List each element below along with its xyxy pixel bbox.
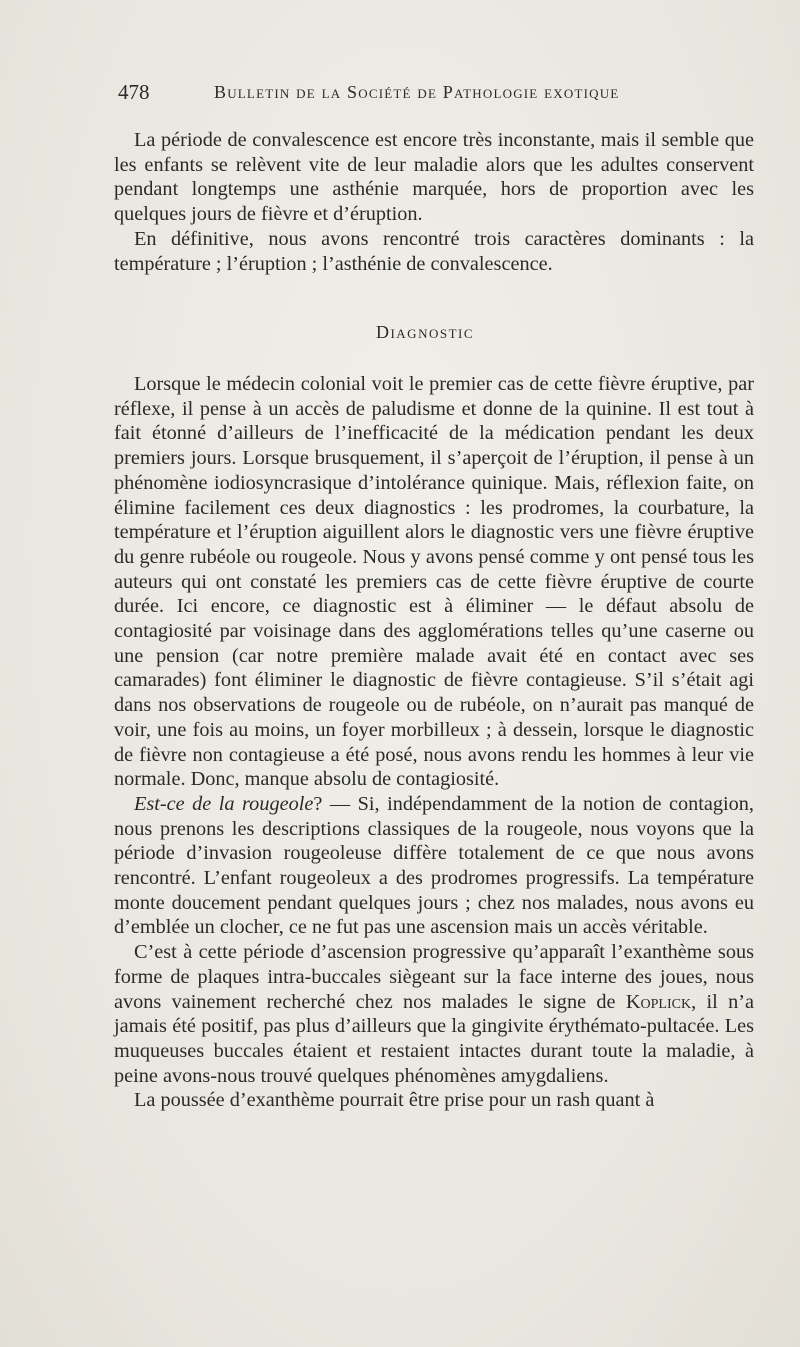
paragraph-text: ? — Si, indépendamment de la notion de contagion, nous prenons les descriptions classiques de la rougeole, nous voyons que la période d’invasion rougeoleuse diffère totalement de ce que nous avons rencontré. L’enfant rougeoleux a des prodromes progressifs. La température monte doucement pendant quelques jours ; chez nos malades, nous avons eu d’emblée un clocher, ce ne fut pas une ascension mais un accès véritable. [114, 792, 754, 939]
running-title: Bulletin de la Société de Pathologie exotique [214, 82, 620, 102]
paragraph: La poussée d’exanthème pourrait être prise pour un rash quant à [134, 1089, 655, 1112]
author-name: Koplick [625, 990, 692, 1013]
italic-question: Est-ce de la rougeole [134, 792, 314, 815]
paragraph-text: C’est à cette période d’ascension progressive qu’apparaît l’exanthème sous forme de plaques intra-buccales siègeant sur la face interne des joues, nous avons vainement recherché chez nos malades le signe de [114, 941, 754, 1013]
paragraph: La période de convalescence est encore très inconstante, mais il semble que les enfants se relèvent vite de leur maladie alors que les adultes conservent pendant longtemps une asthénie marquée, hors de proportion avec les quelques jours de fièvre et d’éruption. [114, 129, 754, 226]
intro-text [114, 128, 754, 276]
page-header [114, 80, 754, 108]
section-heading: Diagnostic [375, 322, 475, 342]
page-number: 478 [118, 80, 150, 104]
section-text [114, 372, 754, 1113]
paragraph: Lorsque le médecin colonial voit le premier cas de cette fièvre éruptive, par réflexe, il pense à un accès de paludisme et donne de la quinine. Il est tout à fait étonné d’ailleurs de l’inefficacité de la médication pendant les deux premiers jours. Lorsque brusquement, il s’aperçoit de l’éruption, il pense à un phénomène iodiosyncrasique d’intolérance quinique. Mais, réflexion faite, on élimine facilement ces deux diagnostics : les prodromes, la courbature, la température et l’éruption aiguillent alors le diagnostic vers une fièvre éruptive du genre rubéole ou rougeole. Nous y avons pensé comme y ont pensé tous les auteurs qui ont constaté les premiers cas de cette fièvre éruptive de courte durée. Ici encore, ce diagnostic est à éliminer — le défaut absolu de contagiosité par voisinage dans des agglomérations telles qu’une caserne ou une pension (car notre première malade avait été en contact avec ses camarades) font éliminer le diagnostic de fièvre contagieuse. S’il s’était agi dans nos observations de rougeole ou de rubéole, on n’aurait pas manqué de voir, une fois au moins, un foyer morbilleux ; à dessein, lorsque le diagnostic de fièvre non contagieuse a été posé, nous avons rendu les hommes à leur vie normale. Donc, manque absolu de contagiosité. [114, 373, 754, 791]
paragraph [114, 792, 754, 940]
paragraph: En définitive, nous avons rencontré trois caractères dominants : la température ; l’éruption ; l’asthénie de convalescence. [114, 227, 754, 275]
paragraph-text: , il n’a jamais été positif, pas plus d’ailleurs que la gingivite érythémato-pultacée. Les muqueuses buccales étaient et restaient intactes durant toute la maladie, à peine avons-nous trouvé quelques phénomènes amygdaliens. [114, 990, 754, 1087]
paragraph [114, 940, 754, 1088]
